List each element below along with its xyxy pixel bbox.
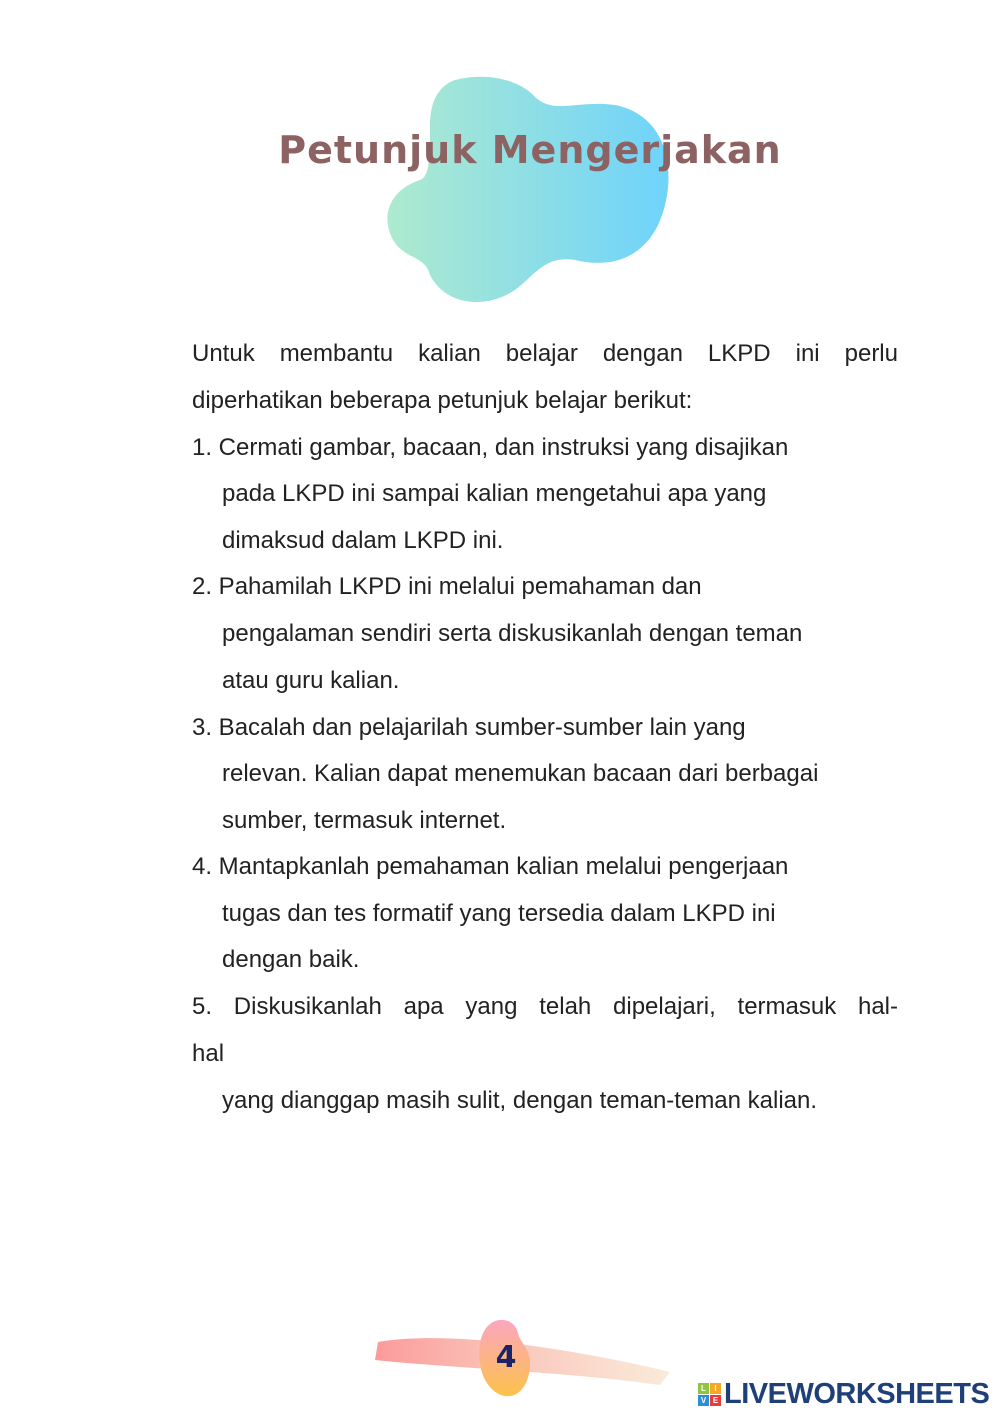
list-item-line: 4. Mantapkanlah pemahaman kalian melalui pengerjaan xyxy=(192,853,789,880)
liveworksheets-logo xyxy=(698,1378,989,1411)
title-blob-decoration xyxy=(385,75,675,305)
logo-letter: I xyxy=(710,1383,721,1394)
logo-letter: L xyxy=(698,1383,709,1394)
logo-text: LIVEWORKSHEETS xyxy=(724,1378,990,1410)
list-item-line: yang dianggap masih sulit, dengan teman-teman kalian. xyxy=(222,1087,818,1114)
list-item-line: pada LKPD ini sampai kalian mengetahui apa yang xyxy=(222,480,767,507)
list-item-line: 5. Diskusikanlah apa yang telah dipelajari, termasuk hal- xyxy=(192,993,898,1020)
intro-line: Untuk membantu kalian belajar dengan LKPD ini perlu xyxy=(192,340,898,367)
list-item-line: relevan. Kalian dapat menemukan bacaan dari berbagai xyxy=(222,760,819,787)
list-item-line: dimaksud dalam LKPD ini. xyxy=(222,527,504,554)
logo-letter: V xyxy=(698,1395,709,1406)
intro-line: diperhatikan beberapa petunjuk belajar berikut: xyxy=(192,387,693,414)
list-item-line: sumber, termasuk internet. xyxy=(222,807,507,834)
list-item-line: 3. Bacalah dan pelajarilah sumber-sumber lain yang xyxy=(192,714,746,741)
page-number: 4 xyxy=(495,1340,517,1375)
list-item-line: pengalaman sendiri serta diskusikanlah dengan teman xyxy=(222,620,803,647)
page-number-badge xyxy=(470,1318,542,1398)
list-item-line: hal xyxy=(192,1040,225,1067)
list-item-line: atau guru kalian. xyxy=(222,667,400,694)
list-item-line: 2. Pahamilah LKPD ini melalui pemahaman dan xyxy=(192,573,702,600)
logo-letter: E xyxy=(710,1395,721,1406)
list-item-line: 1. Cermati gambar, bacaan, dan instruksi yang disajikan xyxy=(192,434,789,461)
list-item-line: dengan baik. xyxy=(222,946,360,973)
page-title: Petunjuk Mengerjakan xyxy=(278,128,782,172)
list-item-line: tugas dan tes formatif yang tersedia dalam LKPD ini xyxy=(222,900,776,927)
logo-icon xyxy=(698,1383,721,1406)
